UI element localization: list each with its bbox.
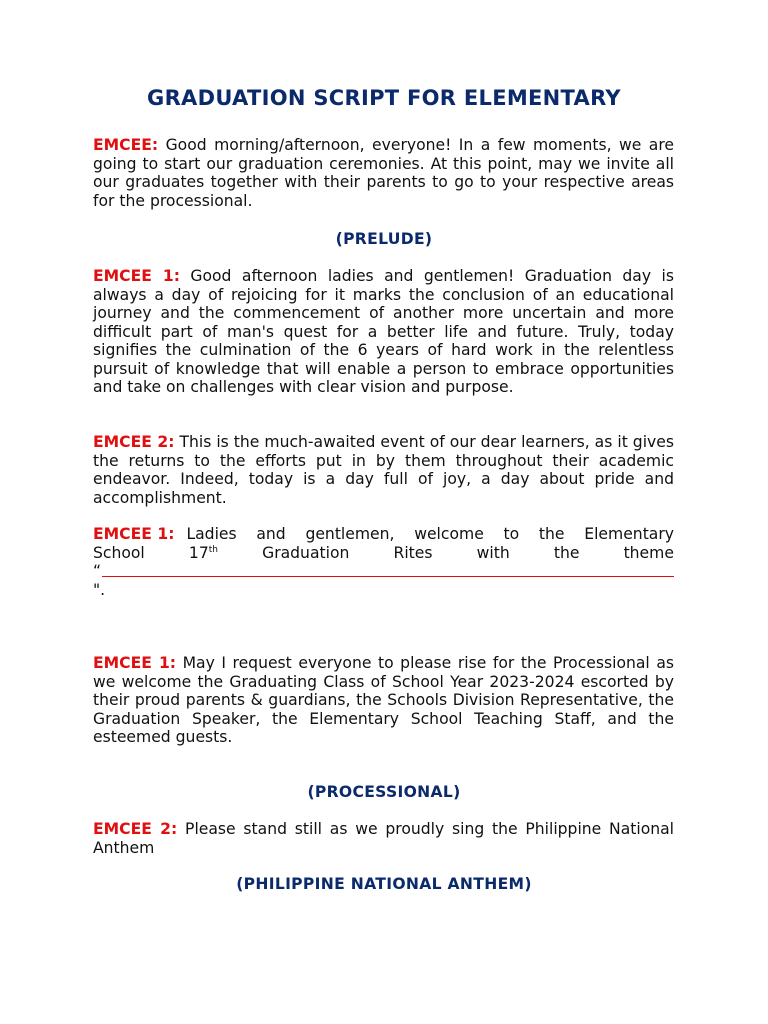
speaker-label: EMCEE 2: (93, 820, 178, 838)
cue-national-anthem: (PHILIPPINE NATIONAL ANTHEM) (236, 875, 532, 893)
paragraph-emcee2-anthem (93, 820, 674, 857)
theme-fill-in-blank[interactable] (102, 564, 674, 577)
paragraph-emcee1-processional (93, 654, 674, 747)
close-quote: ". (93, 580, 106, 599)
paragraph-emcee1-theme (93, 525, 674, 599)
speaker-label: EMCEE 1: (93, 654, 177, 672)
open-quote: “ (93, 562, 102, 580)
paragraph-text: Good morning/afternoon, everyone! In a few moments, we are going to start our graduation ceremonies. At this point, may we invite all our graduates together with their parents to go to your respective areas for the processional. (93, 136, 674, 210)
theme-line-2 (93, 544, 674, 563)
theme-word-ordinal (189, 544, 218, 563)
speaker-label: EMCEE 1: (93, 525, 175, 543)
document-title: GRADUATION SCRIPT FOR ELEMENTARY (147, 86, 621, 110)
theme-word: Graduation (262, 543, 350, 562)
ordinal-suffix: th (208, 544, 218, 555)
theme-word: theme (623, 543, 674, 562)
theme-word: School (93, 543, 145, 562)
theme-word: Rites (393, 543, 433, 562)
paragraph-text: Good afternoon ladies and gentlemen! Graduation day is always a day of rejoicing for it marks the conclusion of an educational journey and the commencement of another more uncertain and more difficult part of man's quest for a better life and future. Truly, today signifies the culmination of the 6 years of hard work in the relentless pursuit of knowledge that will enable a person to embrace opportunities and take on challenges with clear vision and purpose. (93, 267, 674, 396)
theme-word: the (553, 543, 580, 562)
speaker-label: EMCEE: (93, 136, 159, 154)
paragraph-text: May I request everyone to please rise for the Processional as we welcome the Graduating Class of School Year 2023-2024 escorted by their proud parents & guardians, the Schools Division Representative, the Graduation Speaker, the Elementary School Teaching Staff, and the esteemed guests. (93, 654, 674, 746)
cue-processional: (PROCESSIONAL) (307, 783, 461, 801)
theme-line-1 (93, 525, 674, 544)
paragraph-text: This is the much-awaited event of our dear learners, as it gives the returns to the efforts put in by them throughout their academic endeavor. Indeed, today is a day full of joy, a day about pride and accomplishment. (93, 433, 674, 507)
speaker-label: EMCEE 1: (93, 267, 180, 285)
theme-word: Ladies and gentlemen, welcome to the Elementary (186, 525, 674, 543)
paragraph-text: Please stand still as we proudly sing the Philippine National Anthem (93, 820, 675, 857)
paragraph-emcee-intro (93, 136, 674, 210)
cue-prelude: (PRELUDE) (335, 230, 433, 248)
paragraph-emcee1-welcome (93, 267, 674, 397)
theme-word: with (476, 543, 510, 562)
theme-close-line (93, 581, 674, 600)
paragraph-emcee2-event (93, 433, 674, 507)
ordinal-number: 17 (188, 543, 209, 562)
speaker-label: EMCEE 2: (93, 433, 175, 451)
theme-blank-line (93, 562, 674, 581)
